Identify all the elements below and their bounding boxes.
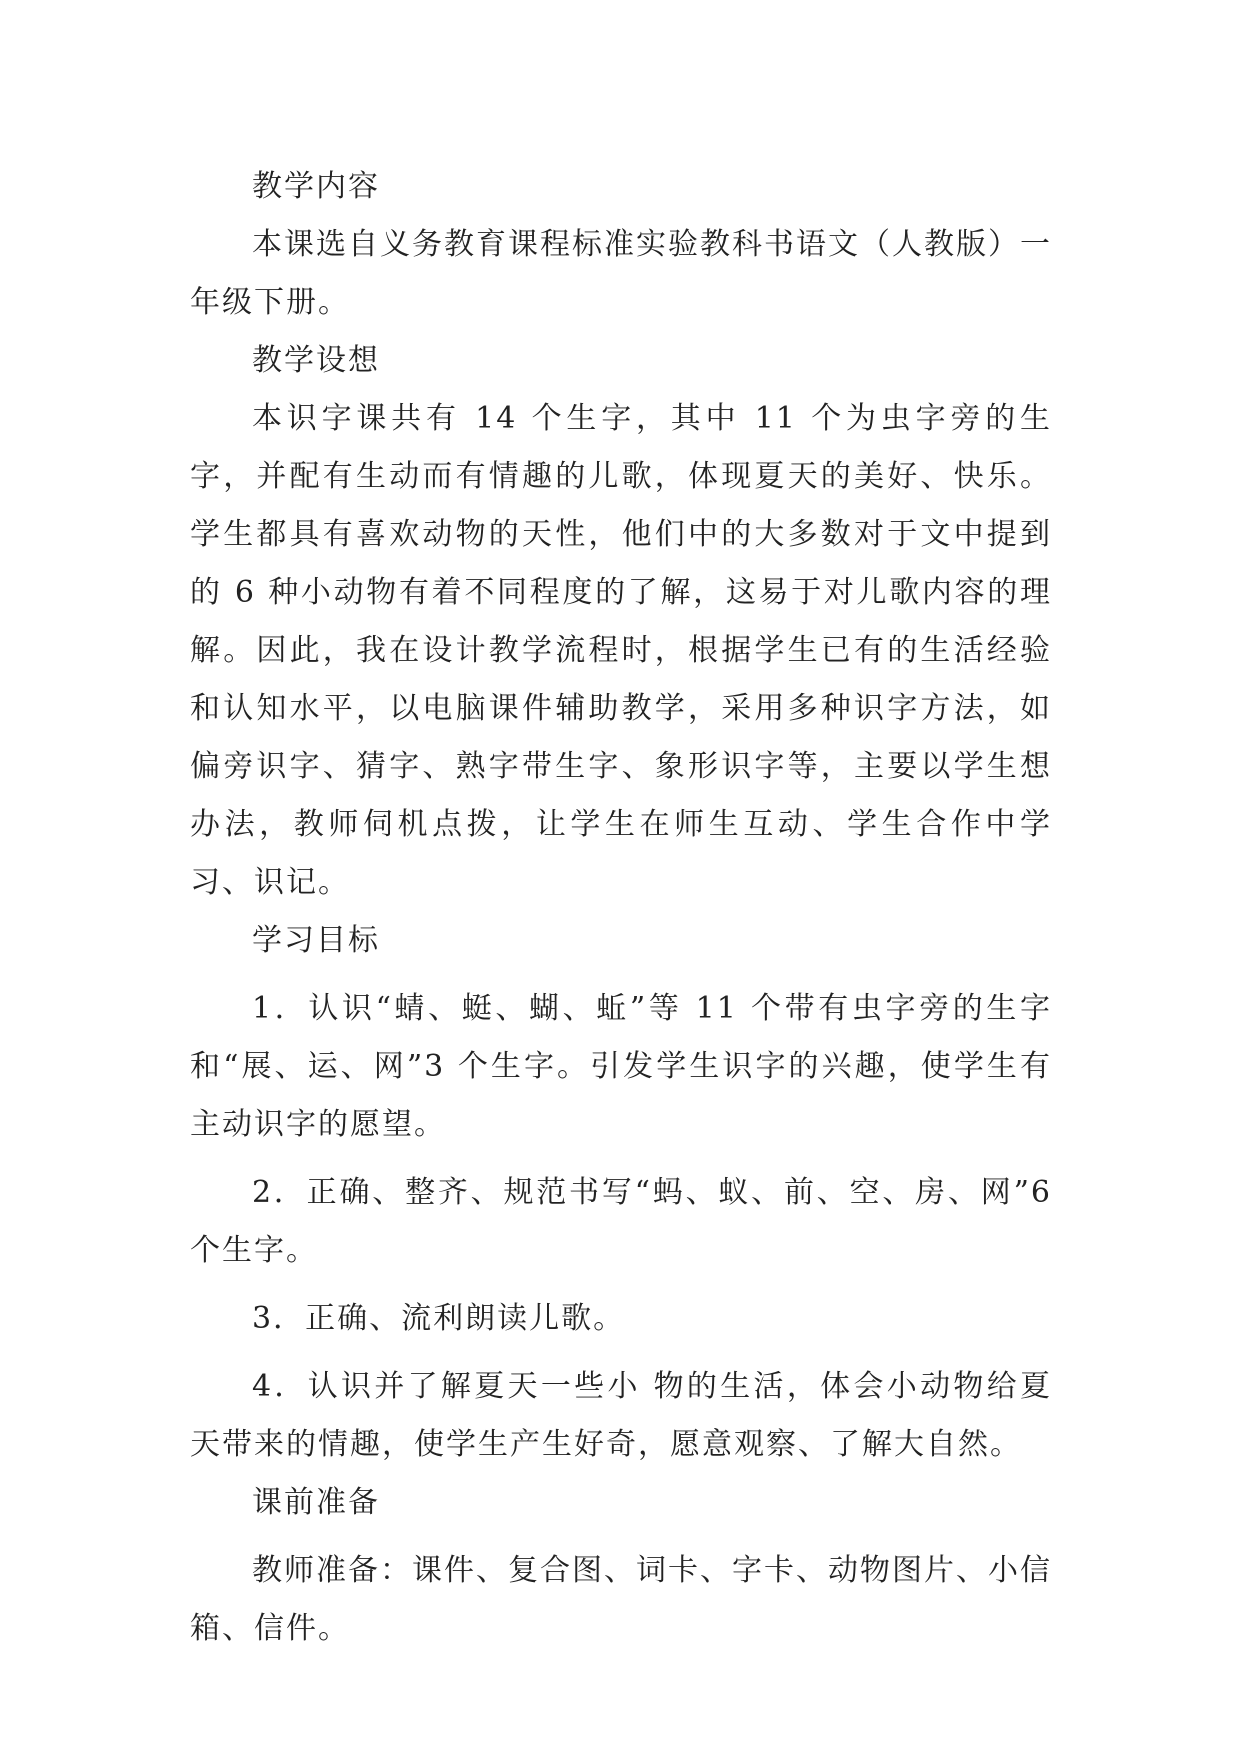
goal-item-2: 2．正确、整齐、规范书写“蚂、蚁、前、空、房、网”6 个生字。 [190,1175,1052,1268]
heading-teaching-idea: 教学设想 [252,343,380,378]
goal-item-1: 1．认识“蜻、蜓、蝴、蚯”等 11 个带有虫字旁的生字和“展、运、网”3 个生字。引发学生识字的兴趣，使学生有主动识字的愿望。 [190,991,1052,1142]
paragraph-source: 本课选自义务教育课程标准实验教科书语文（人教版）一年级下册。 [190,227,1052,320]
heading-teaching-content: 教学内容 [252,169,380,204]
document-body [190,158,1052,1658]
goal-item-4: 4．认识并了解夏天一些小 物的生活，体会小动物给夏天带来的情趣，使学生产生好奇，愿意观察、了解大自然。 [190,1369,1052,1462]
paragraph-preparation: 教师准备：课件、复合图、词卡、字卡、动物图片、小信箱、信件。 [190,1553,1052,1646]
goal-item-3: 3．正确、流利朗读儿歌。 [252,1301,626,1336]
paragraph-teaching-idea: 本识字课共有 14 个生字，其中 11 个为虫字旁的生字，并配有生动而有情趣的儿歌，体现夏天的美好、快乐。学生都具有喜欢动物的天性，他们中的大多数对于文中提到的 6 种小动物有着不同程度的了解，这易于对儿歌内容的理解。因此，我在设计教学流程时，根据学生已有的生活经验和认知水平，以电脑课件辅助教学，采用多种识字方法，如偏旁识字、猜字、熟字带生字、象形识字等，主要以学生想办法，教师伺机点拨，让学生在师生互动、学生合作中学习、识记。 [190,401,1052,900]
heading-learning-goals: 学习目标 [252,923,380,958]
heading-preparation: 课前准备 [252,1485,380,1520]
